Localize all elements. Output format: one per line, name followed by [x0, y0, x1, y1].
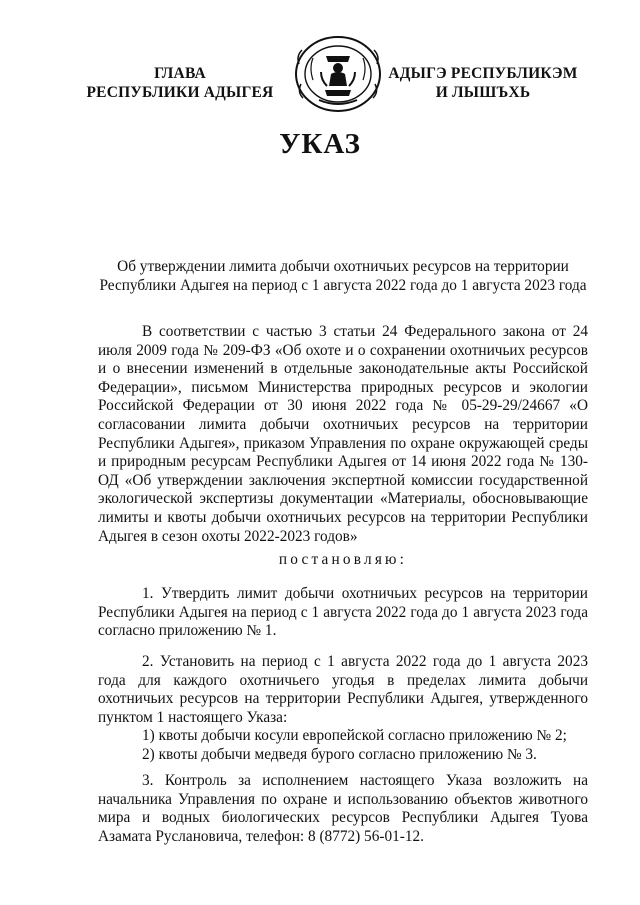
document-title: УКАЗ: [279, 128, 361, 160]
header-right-line2: И ЛЫШЪХЬ: [435, 84, 531, 101]
item-3-paragraph: 3. Контроль за исполнением настоящего Указа возложить на начальника Управления по охране и использованию объектов животного мира и водных биологических ресурсов Республики Адыгея Туова Азамата Руслановича, телефон: 8 (8772) 56-01-12.: [98, 772, 588, 845]
header-right-line1: АДЫГЭ РЕСПУБЛИКЭМ: [388, 65, 578, 82]
document-subject: Об утверждении лимита добычи охотничьих ресурсов на территории Республики Адыгея на период с 1 августа 2022 года до 1 августа 2023 года: [99, 258, 587, 294]
decree-word: постановляю:: [278, 551, 408, 568]
coat-of-arms-icon: [291, 34, 385, 114]
header-left: [80, 64, 280, 102]
item-2-subitem-1: 1) квоты добычи косули европейской согласно приложению № 2;: [142, 727, 567, 745]
header-right: [378, 64, 588, 102]
header-left-line1: ГЛАВА: [154, 65, 206, 82]
item-2-block: [98, 653, 588, 765]
item-1-paragraph: 1. Утвердить лимит добычи охотничьих ресурсов на территории Республики Адыгея на период с 1 августа 2022 года до 1 августа 2023 года согласно приложению № 1.: [98, 585, 588, 640]
header-left-line2: РЕСПУБЛИКИ АДЫГЕЯ: [86, 84, 274, 101]
preamble-paragraph: В соответствии с частью 3 статьи 24 Федерального закона от 24 июля 2009 года № 209-ФЗ «Об охоте и о сохранении охотничьих ресурсов и о внесении изменений в отдельные законодательные акты Российской Федерации», письмом Министерства природных ресурсов и экологии Российской Федерации от 30 июня 2022 года № 05-29-29/24667 «О согласовании лимита добычи охотничьих ресурсов на территории Республики Адыгея», приказом Управления по охране окружающей среды и природным ресурсам Республики Адыгея от 14 июня 2022 года № 130-ОД «Об утверждении заключения экспертной комиссии государственной экологической экспертизы документации «Материалы, обосновывающие лимиты и квоты добычи охотничьих ресурсов на территории Республики Адыгея в сезон охоты 2022-2023 годов»: [98, 323, 588, 545]
item-2-paragraph: 2. Установить на период с 1 августа 2022 года до 1 августа 2023 года для каждого охотничьего угодья в пределах лимита добычи охотничьих ресурсов на территории Республики Адыгея, утвержденного пунктом 1 настоящего Указа:: [98, 653, 588, 726]
item-2-subitem-2: 2) квоты добычи медведя бурого согласно приложению № 3.: [142, 745, 537, 763]
